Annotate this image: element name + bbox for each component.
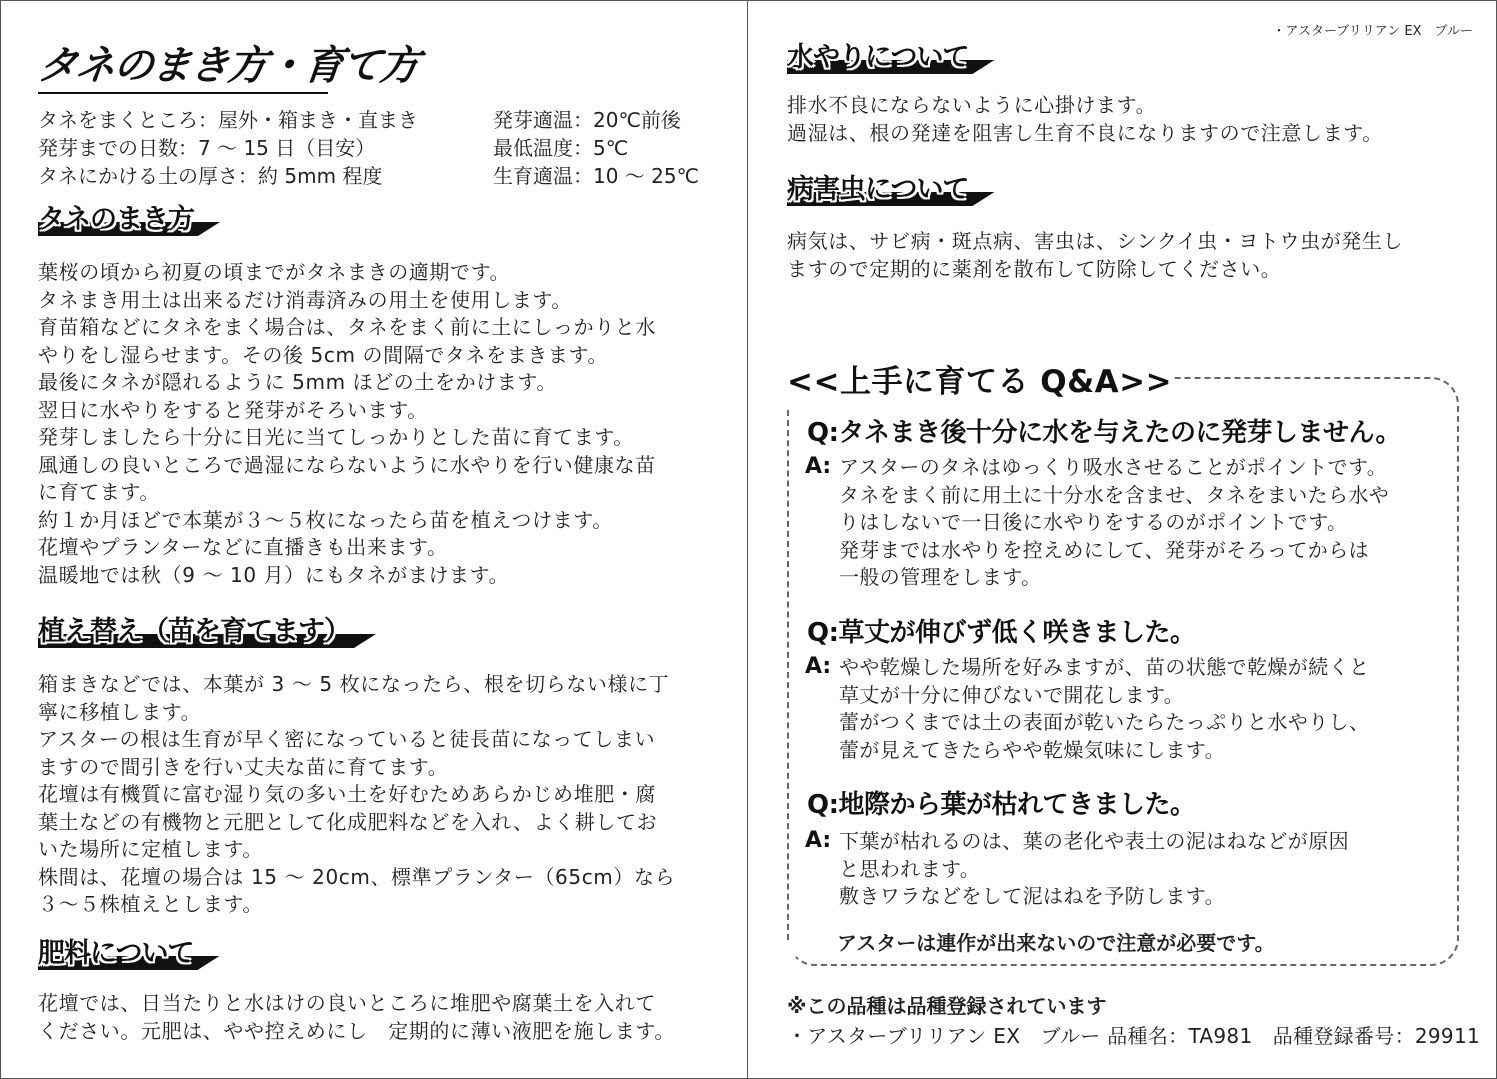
registration-title: ※この品種は品種登録されています bbox=[787, 994, 1107, 1018]
sowing-info-right bbox=[493, 106, 699, 190]
body-line: タネまき用土は出来るだけ消毒済みの用土を使用します。 bbox=[38, 287, 572, 312]
body-line: 排水不良にならないように心掛けます。 bbox=[787, 93, 1157, 117]
answer-line: 発芽までは水やりを控えめにして、発芽がそろってからは bbox=[839, 537, 1369, 562]
answer-line: タネをまく前に用土に十分水を含ませ、タネをまいたら水や bbox=[839, 482, 1390, 507]
section-heading-text: タネのまき方 bbox=[38, 204, 194, 235]
info-item: 発芽適温：20℃前後 bbox=[493, 108, 681, 132]
question-2: Q:草丈が伸びず低く咲きました。 bbox=[807, 618, 1196, 648]
body-line: 葉桜の頃から初夏の頃までがタネまきの適期です。 bbox=[38, 260, 511, 284]
variety-label: ・アスターブリリアン EX ブルー bbox=[1272, 24, 1473, 39]
section-body-transplant bbox=[38, 671, 675, 919]
body-line: 過湿は、根の発達を阻害し生育不良になりますので注意します。 bbox=[787, 120, 1383, 145]
body-line: ３～５株植えとします。 bbox=[38, 892, 263, 916]
section-heading-watering bbox=[787, 38, 994, 78]
body-line: いた場所に定植します。 bbox=[38, 837, 263, 861]
answer-line: アスターのタネはゆっくり吸水させることがポイントです。 bbox=[839, 455, 1388, 479]
answer-label-1: A: bbox=[805, 454, 832, 479]
body-line: 発芽しましたら十分に日光に当てしっかりとした苗に育てます。 bbox=[38, 425, 634, 449]
info-item: 生育適温：10 ～ 25℃ bbox=[493, 164, 700, 188]
answer-line: と思われます。 bbox=[839, 856, 981, 881]
warning-note: アスターは連作が出来ないので注意が必要です。 bbox=[837, 931, 1275, 955]
qa-title: <<上手に育てる Q&A>> bbox=[787, 364, 1173, 400]
section-heading-text: 病害虫について bbox=[787, 174, 969, 205]
body-line: 風通しの良いところで過湿にならないように水やりを行い健康な苗 bbox=[38, 452, 656, 477]
info-item: 発芽までの日数：7 ～ 15 日（目安） bbox=[38, 136, 376, 160]
answer-label-2: A: bbox=[805, 654, 832, 679]
answer-line: 下葉が枯れるのは、葉の老化や表土の泥はねなどが原因 bbox=[839, 829, 1349, 853]
title-underline bbox=[38, 92, 328, 94]
body-line: 翌日に水やりをすると発芽がそろいます。 bbox=[38, 397, 428, 422]
body-line: 病気は、サビ病・斑点病、害虫は、シンクイ虫・ヨトウ虫が発生し bbox=[787, 229, 1404, 253]
body-line: 育苗箱などにタネをまく場合は、タネをまく前に土にしっかりと水 bbox=[38, 315, 656, 339]
qa-box-left-border bbox=[787, 410, 789, 940]
body-line: 花壇は有機質に富む湿り気の多い土を好むためあらかじめ堆肥・腐 bbox=[38, 782, 656, 806]
answer-label-3: A: bbox=[805, 828, 832, 853]
question-1: Q:タネまき後十分に水を与えたのに発芽しません。 bbox=[807, 418, 1402, 448]
body-line: 最後にタネが隠れるように 5mm ほどの土をかけます。 bbox=[38, 370, 558, 394]
body-line: 温暖地では秋（9 ～ 10 月）にもタネがまけます。 bbox=[38, 562, 510, 587]
body-line: アスターの根は生育が早く密になっていると徒長苗になってしまい bbox=[38, 727, 656, 751]
body-line: に育てます。 bbox=[38, 480, 160, 504]
answer-3 bbox=[839, 828, 1349, 911]
section-heading-transplant bbox=[38, 612, 376, 652]
section-body-sowing bbox=[38, 259, 656, 589]
section-heading-pests bbox=[787, 170, 994, 210]
body-line: ください。元肥は、やや控えめにし 定期的に薄い液肥を施します。 bbox=[38, 1018, 675, 1043]
registration-info: ・アスターブリリアン EX ブルー 品種名：TA981 品種登録番号：29911 bbox=[787, 1024, 1480, 1048]
body-line: ますので間引きを行い丈夫な苗に育てます。 bbox=[38, 754, 449, 779]
section-heading-text: 水やりについて bbox=[787, 42, 969, 73]
answer-line: 蕾が見えてきたらやや乾燥気味にします。 bbox=[839, 737, 1225, 762]
answer-2 bbox=[839, 654, 1369, 764]
section-heading-fertilizer bbox=[38, 934, 219, 974]
info-item: タネにかける土の厚さ：約 5mm 程度 bbox=[38, 164, 383, 188]
info-item: 最低温度：5℃ bbox=[493, 136, 629, 160]
answer-line: 敷きワラなどをして泥はねを予防します。 bbox=[839, 884, 1225, 908]
section-heading-sowing bbox=[38, 200, 220, 240]
info-item: タネをまくところ：屋外・箱まき・直まき bbox=[38, 108, 418, 132]
section-heading-text: 肥料について bbox=[38, 938, 194, 969]
answer-1 bbox=[839, 454, 1389, 592]
section-body-fertilizer bbox=[38, 990, 675, 1045]
sowing-info-left bbox=[38, 106, 418, 190]
body-line: 花壇では、日当たりと水はけの良いところに堆肥や腐葉土を入れて bbox=[38, 991, 656, 1015]
body-line: 寧に移植します。 bbox=[38, 699, 202, 724]
body-line: ますので定期的に薬剤を散布して防除してください。 bbox=[787, 256, 1282, 281]
answer-line: 草丈が十分に伸びないで開花します。 bbox=[839, 682, 1185, 707]
page-divider bbox=[747, 0, 748, 1079]
section-body-pests bbox=[787, 228, 1403, 283]
body-line: 葉土などの有機物と元肥として化成肥料などを入れ、よく耕してお bbox=[38, 809, 658, 834]
page-title: タネのまき方・育て方 bbox=[35, 43, 421, 89]
section-heading-text: 植え替え（苗を育てます） bbox=[38, 616, 350, 647]
body-line: やりをし湿らせます。その後 5cm の間隔でタネをまきます。 bbox=[38, 342, 609, 367]
body-line: 約１か月ほどで本葉が３～５枚になったら苗を植えつけます。 bbox=[38, 507, 613, 532]
answer-line: 蕾がつくまでは土の表面が乾いたらたっぷりと水やりし、 bbox=[839, 710, 1370, 734]
body-line: 花壇やプランターなどに直播きも出来ます。 bbox=[38, 535, 448, 559]
question-3: Q:地際から葉が枯れてきました。 bbox=[807, 790, 1196, 820]
answer-line: りはしないで一日後に水やりをするのがポイントです。 bbox=[839, 510, 1348, 534]
body-line: 箱まきなどでは、本葉が 3 ～ 5 枚になったら、根を切らない様に丁 bbox=[38, 672, 670, 696]
answer-line: やや乾燥した場所を好みますが、苗の状態で乾燥が続くと bbox=[839, 655, 1370, 679]
answer-line: 一般の管理をします。 bbox=[839, 565, 1042, 589]
section-body-watering bbox=[787, 92, 1383, 147]
body-line: 株間は、花壇の場合は 15 ～ 20cm、標準プランター（65cm）なら bbox=[38, 864, 676, 889]
